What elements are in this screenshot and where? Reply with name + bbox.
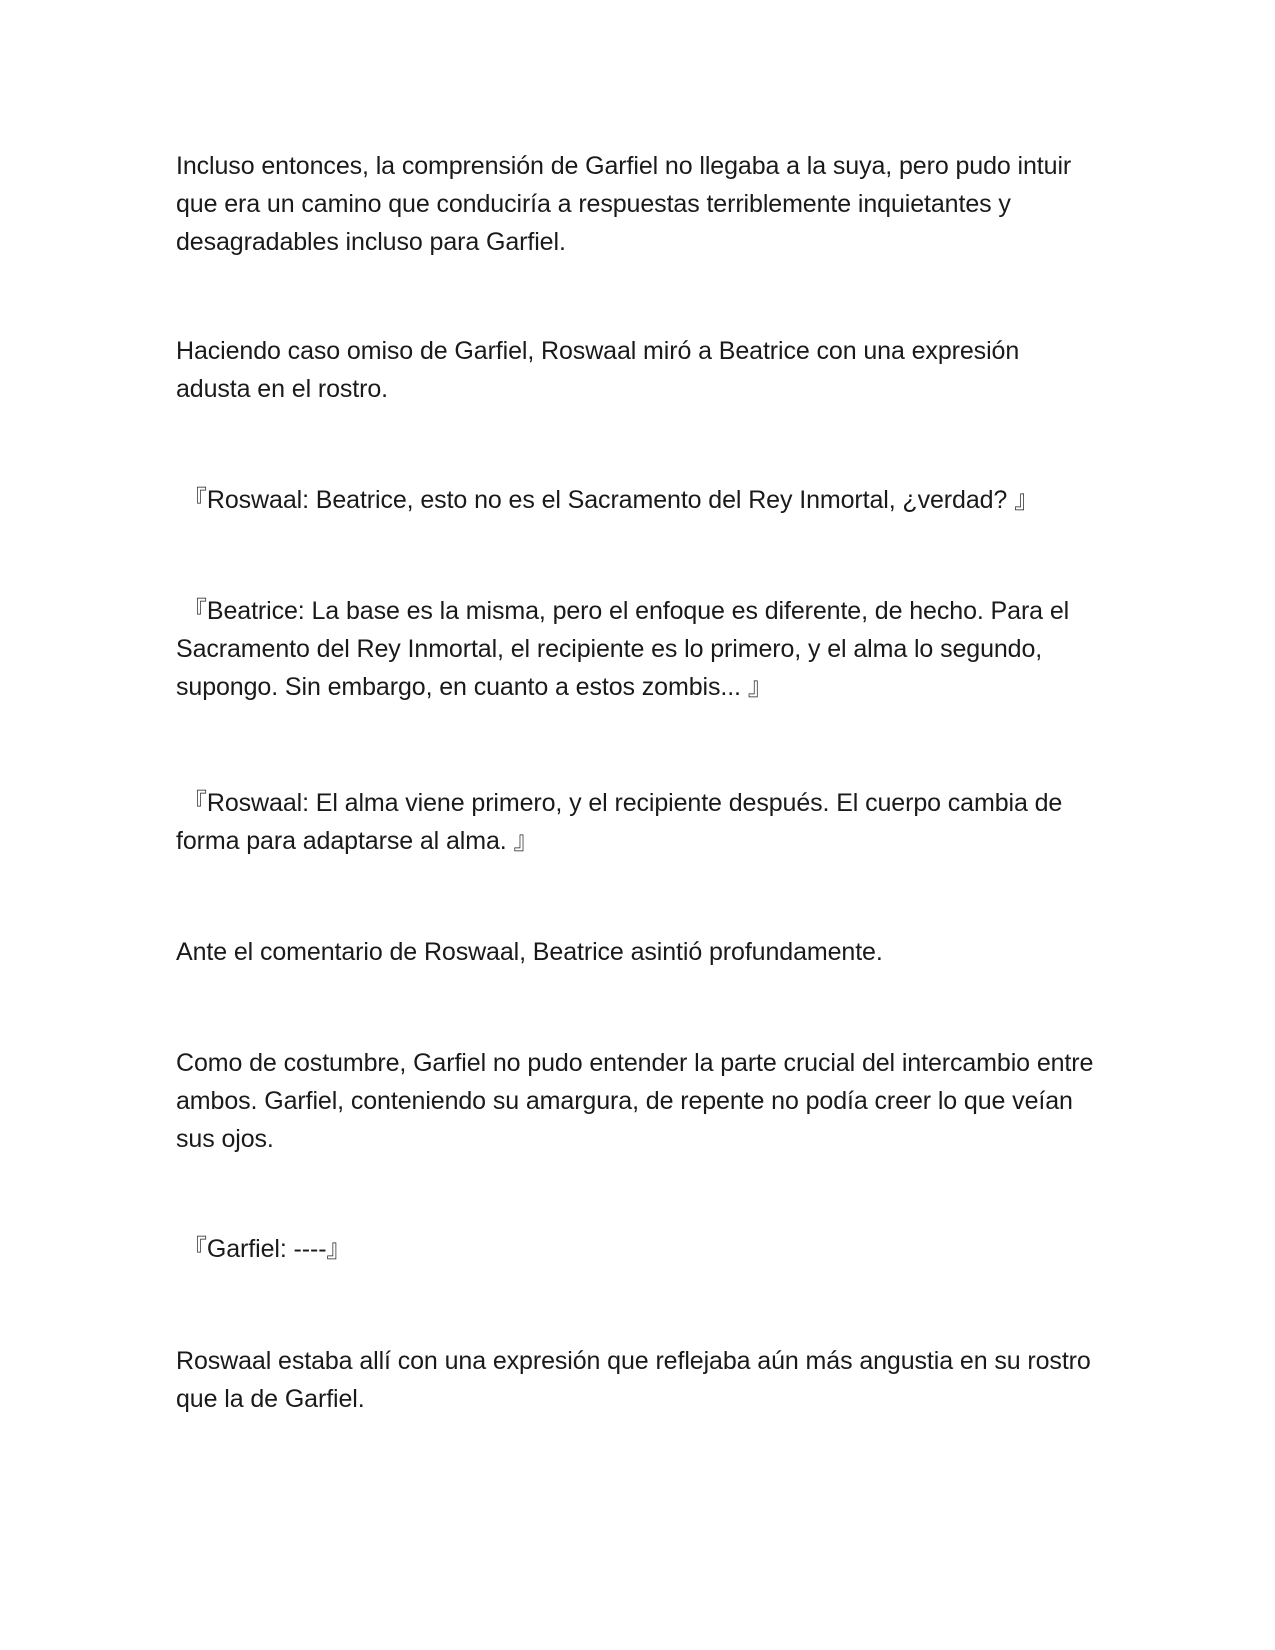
narration-paragraph: Ante el comentario de Roswaal, Beatrice asintió profundamente. [176, 938, 883, 966]
narration-paragraph: Haciendo caso omiso de Garfiel, Roswaal miró a Beatrice con una expresión adusta en el rostro. [176, 337, 1020, 403]
narration-paragraph: Como de costumbre, Garfiel no pudo entender la parte crucial del intercambio entre ambos. Garfiel, conteniendo su amargura, de repente no podía creer lo que veían sus ojos. [176, 1049, 1094, 1153]
dialogue-roswaal: 『Roswaal: El alma viene primero, y el recipiente después. El cuerpo cambia de forma para adaptarse al alma. 』 [176, 789, 1063, 855]
dialogue-garfiel: 『Garfiel: ----』 [182, 1235, 352, 1263]
dialogue-roswaal: 『Roswaal: Beatrice, esto no es el Sacramento del Rey Inmortal, ¿verdad? 』 [182, 486, 1039, 514]
narration-paragraph: Roswaal estaba allí con una expresión que reflejaba aún más angustia en su rostro que la de Garfiel. [176, 1347, 1091, 1413]
narration-paragraph: Incluso entonces, la comprensión de Garfiel no llegaba a la suya, pero pudo intuir que era un camino que conduciría a respuestas terriblemente inquietantes y desagradables incluso para Garfiel. [176, 152, 1072, 256]
dialogue-beatrice: 『Beatrice: La base es la misma, pero el enfoque es diferente, de hecho. Para el Sacramento del Rey Inmortal, el recipiente es lo primero, y el alma lo segundo, supongo. Sin embargo, en cuanto a estos zombis... 』 [176, 597, 1070, 701]
